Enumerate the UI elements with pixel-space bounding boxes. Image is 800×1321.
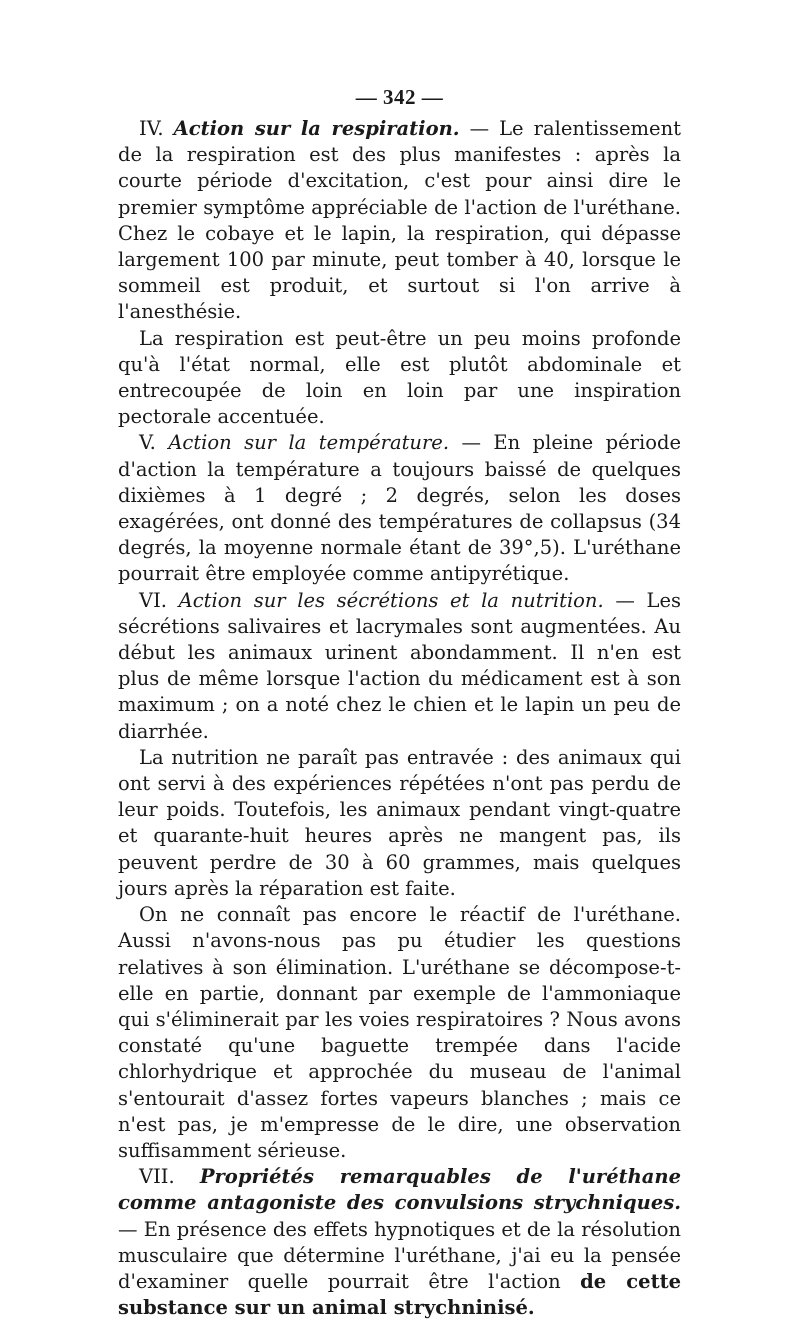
section-v-paragraph [118,430,681,587]
section-vi-paragraph [118,588,681,745]
paragraph: La respiration est peut-être un peu moins profonde qu'à l'état normal, elle est plutôt abdominale et entrecoupée de loin en loin par une inspiration pectorale accentuée. [118,326,681,429]
section-number: V. [139,431,156,455]
section-text: — Le ralentissement de la respiration est des plus manifestes : après la courte période d'excitation, c'est pour ainsi dire le premier symptôme appréciable de l'action de l'uréthane. Chez le cobaye et le lapin, la respiration, qui dépasse largement 100 par minute, peut tomber à 40, lorsque le sommeil est produit, et surtout si l'on arrive à l'anesthésie. [118,117,681,324]
section-text: — En présence des effets hypnotiques et de la résolution musculaire que détermine l'uréthane, j'ai eu la pensée d'examiner quelle pourrait être l'action [118,1217,681,1293]
section-heading: Action sur la température. [168,431,450,455]
section-number: VI. [139,588,167,612]
paragraph: La nutrition ne paraît pas entravée : des animaux qui ont servi à des expériences répétées n'ont pas perdu de leur poids. Toutefois, les animaux pendant vingt-quatre et quarante-huit heures après ne mangent pas, ils peuvent perdre de 30 à 60 grammes, mais quelques jours après la réparation est faite. [118,745,681,900]
section-iv-paragraph [118,116,681,326]
section-text: — En pleine période d'action la température a toujours baissé de quelques dixièmes à 1 degré ; 2 degrés, selon les doses exagérées, ont donné des températures de collapsus (34 degrés, la moyenne normale étant de 39°,5). L'uréthane pourrait être employée comme antipyrétique. [118,431,681,586]
section-number: IV. [139,117,164,140]
section-heading: Propriétés remarquables de l'uréthane comme antagoniste des convulsions strychniques. [118,1165,682,1215]
page-number: — 342 — [355,85,444,109]
section-number: VII. [139,1165,175,1189]
section-heading: Action sur la respiration. [173,117,460,140]
section-heading: Action sur les sécrétions et la nutrition. [178,588,604,612]
section-text: — Les sécrétions salivaires et lacrymales sont augmentées. Au début les animaux urinent abondamment. Il n'en est plus de même lorsque l'action du médicament est à son maximum ; on a noté chez le chien et le lapin un peu de diarrhée. [118,588,682,743]
book-page [118,84,681,1321]
paragraph: On ne connaît pas encore le réactif de l'uréthane. Aussi n'avons-nous pas pu étudier les questions relatives à son élimination. L'uréthane se décompose-t-elle en partie, donnant par exemple de l'ammoniaque qui s'éliminerait par les voies respiratoires ? Nous avons constaté qu'une baguette trempée dans l'acide chlorhydrique et approchée du museau de l'animal s'entourait d'assez fortes vapeurs blanches ; mais ce n'est pas, je m'empresse de le dire, une observation suffisamment sérieuse. [118,903,681,1162]
section-text-end: de cette substance sur un animal strychninisé. [118,1269,682,1320]
section-vii-paragraph [118,1164,681,1321]
